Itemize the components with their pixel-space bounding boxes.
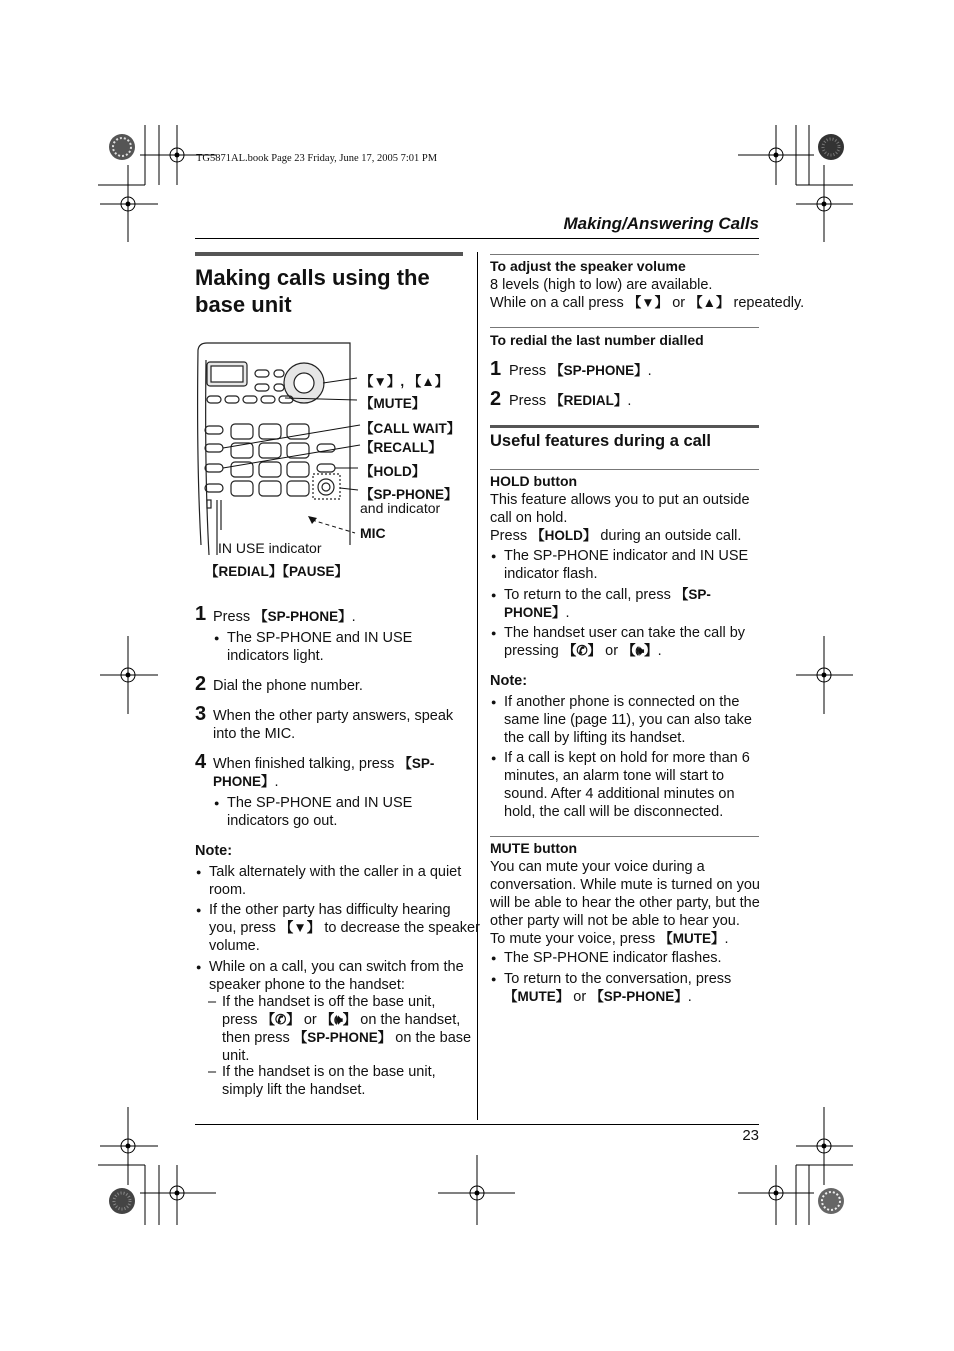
redial-rule <box>490 327 759 328</box>
mute-rule <box>490 836 759 837</box>
useful-title-bar <box>490 425 759 428</box>
step-4-number: 4 <box>195 751 207 773</box>
hold-text: This feature allows you to put an outside call on hold. Press 【HOLD】 during an outside call. <box>490 492 750 544</box>
vol-text: 8 levels (high to low) are available. While on a call press 【▼】 or 【▲】 repeatedly. <box>490 277 805 311</box>
label-and-indicator: and indicator <box>360 500 441 516</box>
redial-step-2-text: Press 【REDIAL】. <box>509 393 632 409</box>
useful-title: Useful features during a call <box>490 432 711 450</box>
step-1-number: 1 <box>195 603 207 625</box>
step-4-text: When finished talking, press 【SP- PHONE】. <box>213 756 435 790</box>
right-note-2: ● If a call is kept on hold for more than 6 minutes, an alarm tone will start to sound. After 4 additional minutes on hold, the call will be disconnected. <box>504 749 750 821</box>
label-mute: 【MUTE】 <box>360 396 426 411</box>
mute-bullet-2: ● To return to the conversation, press 【MUTE】 or 【SP-PHONE】. <box>504 970 731 1006</box>
left-note-title: Note: <box>195 843 233 859</box>
hold-bullet-3: ● The handset user can take the call by pressing 【✆】 or 【🕪】. <box>504 624 745 660</box>
redial-step-2-number: 2 <box>490 388 502 410</box>
label-call-wait: 【CALL WAIT】 <box>360 421 461 436</box>
hold-title: HOLD button <box>490 473 578 489</box>
step-3-number: 3 <box>195 703 207 725</box>
hold-bullet-2: ● To return to the call, press 【SP- PHONE】. <box>504 586 711 622</box>
speaker-icon: 🕪 <box>334 1012 343 1027</box>
mute-text: You can mute your voice during a conversation. While mute is turned on you will be able to hear the other party, but the other party will not be able to hear you. To mute your voice, press 【MUTE】. <box>490 859 760 947</box>
left-note-1: ● Talk alternately with the caller in a quiet room. <box>209 863 461 899</box>
vol-rule <box>490 254 759 255</box>
right-note-title: Note: <box>490 673 528 689</box>
redial-title: To redial the last number dialled <box>490 332 704 348</box>
redial-step-1-number: 1 <box>490 358 502 380</box>
right-note-1: ● If another phone is connected on the same line (page 11), you can also take the call by lifting its handset. <box>504 693 752 747</box>
redial-step-1-text: Press 【SP-PHONE】. <box>509 363 652 379</box>
footer-rule <box>195 1124 759 1125</box>
diagram-callouts <box>195 340 365 555</box>
left-note-3: ● While on a call, you can switch from the speaker phone to the handset: <box>209 958 464 994</box>
label-hold: 【HOLD】 <box>360 464 426 479</box>
page-title: Making calls using the base unit <box>195 265 430 317</box>
step-4-bullet: ● The SP-PHONE and IN USE indicators go out. <box>227 794 412 830</box>
hold-bullet-1: ● The SP-PHONE indicator and IN USE indicator flash. <box>504 547 748 583</box>
label-in-use-indicator: IN USE indicator <box>218 540 322 556</box>
left-note-3-sub-1: – If the handset is off the base unit, press 【✆】 or 【🕪】 on the handset, then press 【SP-PHONE】 on the base unit. <box>222 993 471 1065</box>
page-number: 23 <box>742 1127 759 1144</box>
column-divider <box>477 252 478 1120</box>
vol-title: To adjust the speaker volume <box>490 258 686 274</box>
step-1-bullet: ● The SP-PHONE and IN USE indicators light. <box>227 629 412 665</box>
label-mic: MIC <box>360 525 386 541</box>
running-header: Making/Answering Calls <box>563 214 759 233</box>
step-2-number: 2 <box>195 673 207 695</box>
talk-icon: ✆ <box>576 643 588 658</box>
hold-rule <box>490 469 759 470</box>
step-3-text: When the other party answers, speak into the MIC. <box>213 708 454 742</box>
label-redial-pause: 【REDIAL】【PAUSE】 <box>205 564 349 579</box>
left-note-3-sub-2: – If the handset is on the base unit, simply lift the handset. <box>222 1063 436 1099</box>
mute-bullet-1: ● The SP-PHONE indicator flashes. <box>504 949 722 967</box>
label-sp-phone: 【SP-PHONE】 <box>360 487 458 502</box>
label-volume-keys: 【▼】, 【▲】 <box>360 374 449 389</box>
left-note-2: ● If the other party has difficulty hearing you, press 【▼】 to decrease the speaker volume. <box>209 901 480 955</box>
step-1-text: Press 【SP-PHONE】. <box>213 609 356 625</box>
label-recall: 【RECALL】 <box>360 440 442 455</box>
print-info-header: TG5871AL.book Page 23 Friday, June 17, 2005 7:01 PM <box>196 153 438 164</box>
step-2-text: Dial the phone number. <box>213 678 363 694</box>
header-rule <box>195 238 759 239</box>
speaker-icon: 🕪 <box>635 643 645 658</box>
talk-icon: ✆ <box>275 1012 287 1027</box>
title-bar <box>195 252 463 256</box>
mute-title: MUTE button <box>490 840 578 856</box>
